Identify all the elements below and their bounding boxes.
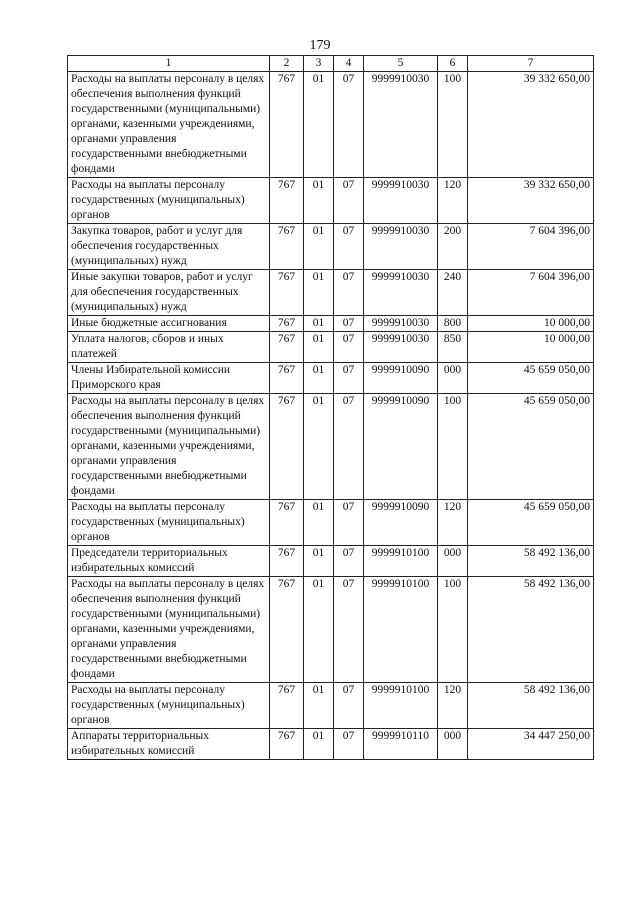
- row-code-cell: 767: [270, 683, 304, 729]
- row-expense-type-cell: 120: [438, 500, 468, 546]
- row-amount-cell: 34 447 250,00: [468, 729, 594, 760]
- row-name-cell: Расходы на выплаты персоналу государственных (муниципальных) органов: [68, 178, 270, 224]
- row-expense-type-cell: 850: [438, 332, 468, 363]
- table-row: [68, 178, 594, 224]
- row-code-cell: 767: [270, 363, 304, 394]
- row-target-article-cell: 9999910030: [364, 178, 438, 224]
- table-row: [68, 363, 594, 394]
- row-section-cell: 01: [304, 683, 334, 729]
- table-row: [68, 394, 594, 500]
- row-name-cell: Иные бюджетные ассигнования: [68, 316, 270, 332]
- row-expense-type-cell: 100: [438, 577, 468, 683]
- row-code-cell: 767: [270, 546, 304, 577]
- table-row: [68, 270, 594, 316]
- page-number: 179: [309, 38, 331, 53]
- row-target-article-cell: 9999910030: [364, 316, 438, 332]
- row-subsection-cell: 07: [334, 363, 364, 394]
- row-target-article-cell: 9999910090: [364, 363, 438, 394]
- row-amount-cell: 45 659 050,00: [468, 363, 594, 394]
- row-expense-type-cell: 120: [438, 683, 468, 729]
- row-amount-cell: 7 604 396,00: [468, 224, 594, 270]
- row-expense-type-cell: 120: [438, 178, 468, 224]
- row-section-cell: 01: [304, 394, 334, 500]
- row-code-cell: 767: [270, 270, 304, 316]
- table-row: [68, 577, 594, 683]
- row-code-cell: 767: [270, 500, 304, 546]
- row-target-article-cell: 9999910100: [364, 683, 438, 729]
- row-section-cell: 01: [304, 72, 334, 178]
- row-expense-type-cell: 800: [438, 316, 468, 332]
- row-expense-type-cell: 100: [438, 72, 468, 178]
- row-subsection-cell: 07: [334, 546, 364, 577]
- table-row: [68, 729, 594, 760]
- row-name-cell: Расходы на выплаты персоналу в целях обеспечения выполнения функций государствeнными (муниципальными) органами, казенными учреждениями, органами управления государственными внебюджетными фондами: [68, 72, 270, 178]
- row-code-cell: 767: [270, 178, 304, 224]
- row-name-cell: Расходы на выплаты персоналу в целях обеспечения выполнения функций государственными (муниципальными) органами, казенными учреждениями, органами управления государственными внебюджетными фондами: [68, 577, 270, 683]
- table-row: [68, 316, 594, 332]
- header-col-7: 7: [468, 56, 594, 72]
- table-row: [68, 224, 594, 270]
- row-code-cell: 767: [270, 332, 304, 363]
- row-section-cell: 01: [304, 178, 334, 224]
- header-col-4: 4: [334, 56, 364, 72]
- row-amount-cell: 7 604 396,00: [468, 270, 594, 316]
- row-target-article-cell: 9999910030: [364, 224, 438, 270]
- row-section-cell: 01: [304, 729, 334, 760]
- row-subsection-cell: 07: [334, 729, 364, 760]
- row-name-cell: Члены Избирательной комиссии Приморского края: [68, 363, 270, 394]
- row-expense-type-cell: 200: [438, 224, 468, 270]
- row-amount-cell: 39 332 650,00: [468, 72, 594, 178]
- row-section-cell: 01: [304, 332, 334, 363]
- row-name-cell: Председатели территориальных избирательных комиссий: [68, 546, 270, 577]
- row-code-cell: 767: [270, 72, 304, 178]
- row-target-article-cell: 9999910100: [364, 577, 438, 683]
- row-code-cell: 767: [270, 316, 304, 332]
- row-target-article-cell: 9999910090: [364, 394, 438, 500]
- header-col-6: 6: [438, 56, 468, 72]
- row-target-article-cell: 9999910030: [364, 332, 438, 363]
- header-col-5: 5: [364, 56, 438, 72]
- row-section-cell: 01: [304, 363, 334, 394]
- row-target-article-cell: 9999910110: [364, 729, 438, 760]
- table-row: [68, 332, 594, 363]
- row-subsection-cell: 07: [334, 683, 364, 729]
- row-target-article-cell: 9999910030: [364, 72, 438, 178]
- row-name-cell: Иные закупки товаров, работ и услуг для обеспечения государственных (муниципальных) нужд: [68, 270, 270, 316]
- table-body: [68, 72, 594, 760]
- table-row: [68, 500, 594, 546]
- row-amount-cell: 39 332 650,00: [468, 178, 594, 224]
- budget-table: [67, 55, 594, 760]
- row-subsection-cell: 07: [334, 72, 364, 178]
- row-code-cell: 767: [270, 577, 304, 683]
- row-section-cell: 01: [304, 270, 334, 316]
- header-col-2: 2: [270, 56, 304, 72]
- table-row: [68, 72, 594, 178]
- row-name-cell: Расходы на выплаты персоналу государственных (муниципальных) органов: [68, 500, 270, 546]
- row-subsection-cell: 07: [334, 224, 364, 270]
- row-amount-cell: 10 000,00: [468, 332, 594, 363]
- table-row: [68, 546, 594, 577]
- row-subsection-cell: 07: [334, 500, 364, 546]
- row-name-cell: Расходы на выплаты персоналу в целях обеспечения выполнения функций государственными (муниципальными) органами, казенными учреждениями, органами управления государственными внебюджетными фондами: [68, 394, 270, 500]
- row-section-cell: 01: [304, 316, 334, 332]
- row-name-cell: Аппараты территориальных избирательных комиссий: [68, 729, 270, 760]
- row-code-cell: 767: [270, 729, 304, 760]
- row-amount-cell: 45 659 050,00: [468, 394, 594, 500]
- row-target-article-cell: 9999910100: [364, 546, 438, 577]
- row-subsection-cell: 07: [334, 394, 364, 500]
- row-code-cell: 767: [270, 224, 304, 270]
- row-expense-type-cell: 000: [438, 729, 468, 760]
- row-name-cell: Закупка товаров, работ и услуг для обеспечения государственных (муниципальных) нужд: [68, 224, 270, 270]
- row-section-cell: 01: [304, 546, 334, 577]
- row-expense-type-cell: 000: [438, 546, 468, 577]
- row-expense-type-cell: 100: [438, 394, 468, 500]
- row-section-cell: 01: [304, 577, 334, 683]
- row-subsection-cell: 07: [334, 178, 364, 224]
- row-name-cell: Уплата налогов, сборов и иных платежей: [68, 332, 270, 363]
- row-expense-type-cell: 240: [438, 270, 468, 316]
- row-section-cell: 01: [304, 500, 334, 546]
- row-amount-cell: 58 492 136,00: [468, 577, 594, 683]
- row-amount-cell: 58 492 136,00: [468, 546, 594, 577]
- row-target-article-cell: 9999910030: [364, 270, 438, 316]
- row-name-cell: Расходы на выплаты персоналу государственных (муниципальных) органов: [68, 683, 270, 729]
- row-subsection-cell: 07: [334, 332, 364, 363]
- row-subsection-cell: 07: [334, 577, 364, 683]
- row-subsection-cell: 07: [334, 316, 364, 332]
- row-amount-cell: 58 492 136,00: [468, 683, 594, 729]
- row-target-article-cell: 9999910090: [364, 500, 438, 546]
- table-row: [68, 683, 594, 729]
- row-code-cell: 767: [270, 394, 304, 500]
- row-expense-type-cell: 000: [438, 363, 468, 394]
- header-col-3: 3: [304, 56, 334, 72]
- row-subsection-cell: 07: [334, 270, 364, 316]
- header-row: [68, 56, 594, 72]
- row-amount-cell: 10 000,00: [468, 316, 594, 332]
- header-col-1: 1: [68, 56, 270, 72]
- row-section-cell: 01: [304, 224, 334, 270]
- row-amount-cell: 45 659 050,00: [468, 500, 594, 546]
